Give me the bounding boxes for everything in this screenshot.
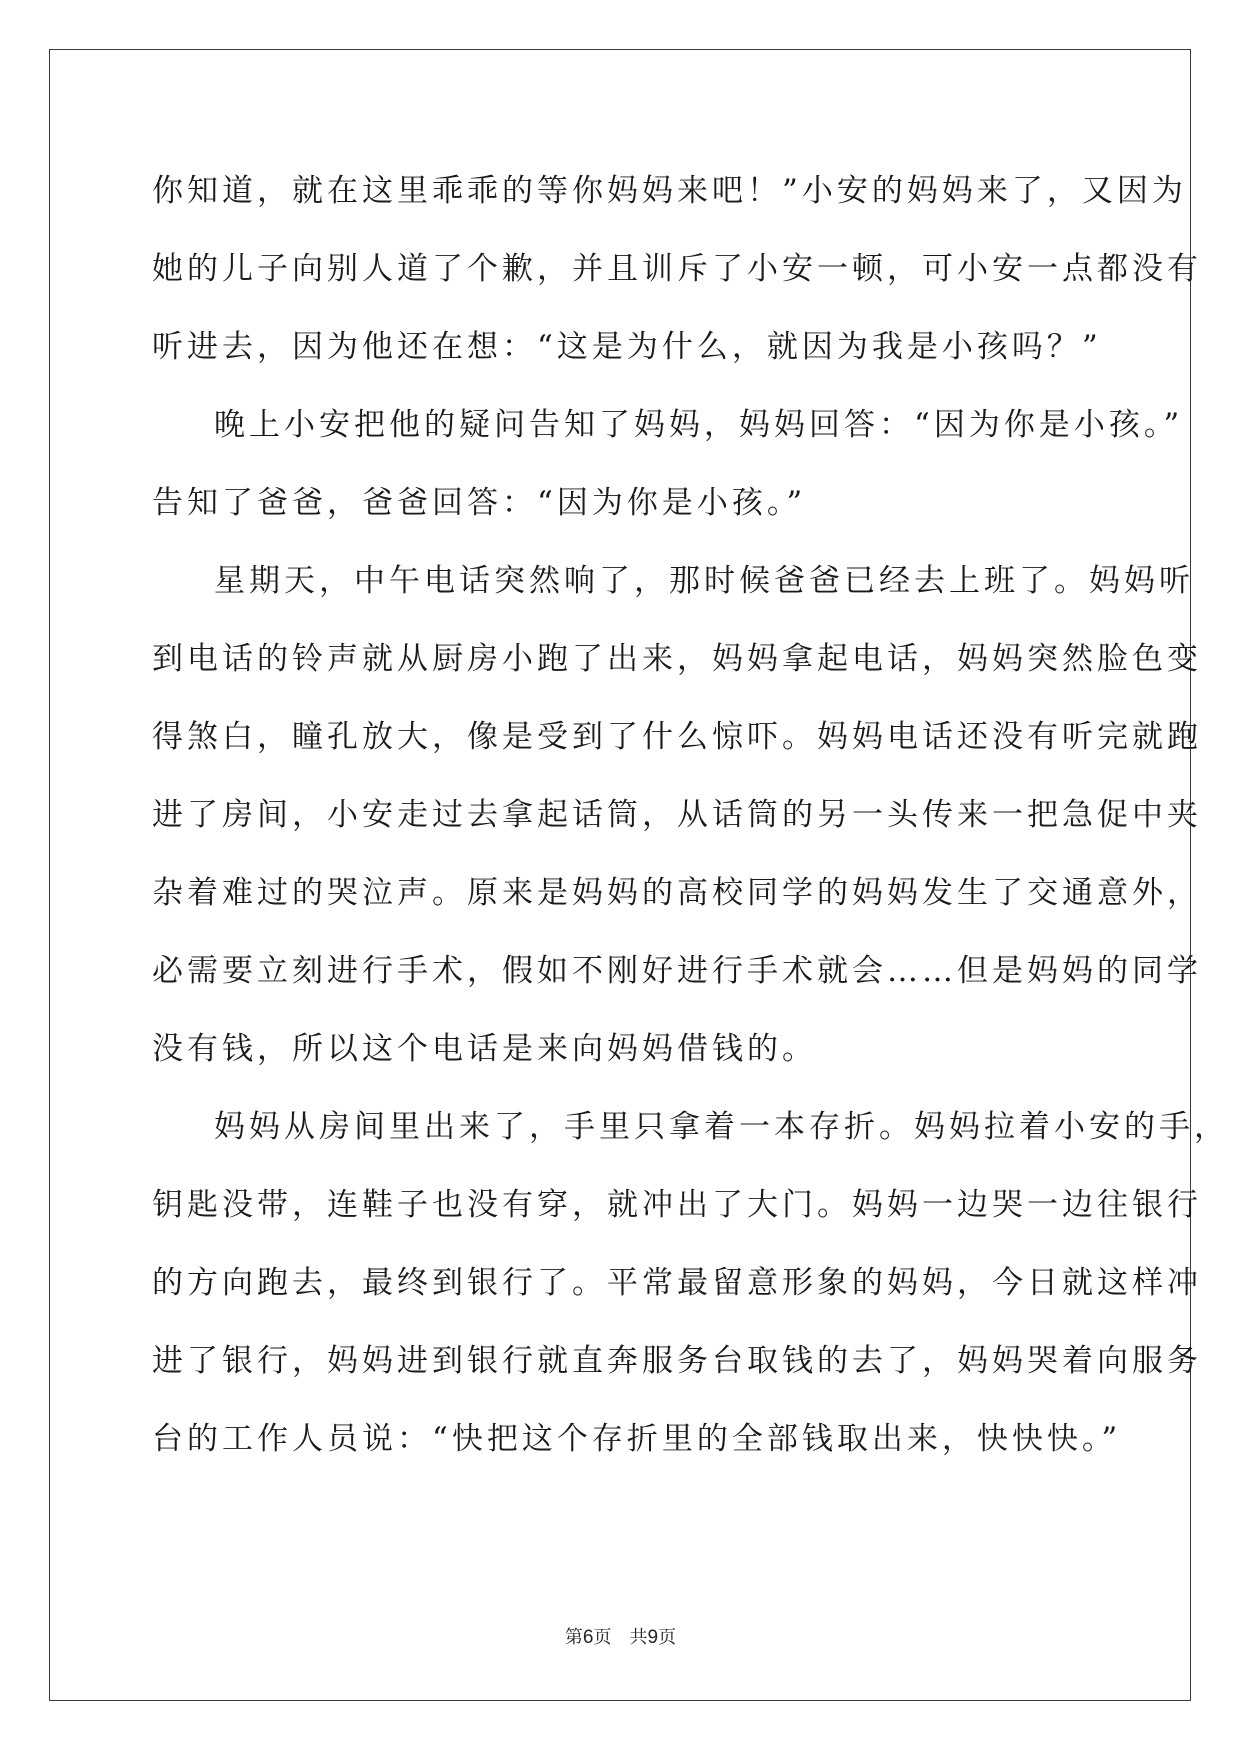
text-line: 星期天，中午电话突然响了，那时候爸爸已经去上班了。妈妈听 — [214, 563, 1194, 599]
text-line: 晚上小安把他的疑问告知了妈妈，妈妈回答：“因为你是小孩。” — [214, 407, 1184, 443]
text-line: 你知道，就在这里乖乖的等你妈妈来吧！”小安的妈妈来了，又因为 — [152, 173, 1187, 209]
text-line: 杂着难过的哭泣声。原来是妈妈的高校同学的妈妈发生了交通意外， — [152, 875, 1202, 911]
paragraph — [152, 152, 1202, 386]
text-line: 必需要立刻进行手术，假如不刚好进行手术就会……但是妈妈的同学 — [152, 953, 1202, 989]
text-line: 妈妈从房间里出来了，手里只拿着一本存折。妈妈拉着小安的手， — [214, 1109, 1229, 1145]
text-line: 到电话的铃声就从厨房小跑了出来，妈妈拿起电话，妈妈突然脸色变 — [152, 641, 1202, 677]
text-line: 钥匙没带，连鞋子也没有穿，就冲出了大门。妈妈一边哭一边往银行 — [152, 1187, 1202, 1223]
text-line: 听进去，因为他还在想：“这是为什么，就因为我是小孩吗？” — [152, 329, 1102, 365]
page-footer — [0, 1623, 1241, 1649]
text-line: 进了银行，妈妈进到银行就直奔服务台取钱的去了，妈妈哭着向服务 — [152, 1343, 1202, 1379]
text-line: 台的工作人员说：“快把这个存折里的全部钱取出来，快快快。” — [152, 1421, 1122, 1457]
text-line: 告知了爸爸，爸爸回答：“因为你是小孩。” — [152, 485, 807, 521]
footer-prefix: 第 — [564, 1627, 583, 1648]
text-line: 进了房间，小安走过去拿起话筒，从话筒的另一头传来一把急促中夹 — [152, 797, 1202, 833]
text-line: 她的儿子向别人道了个歉，并且训斥了小安一顿，可小安一点都没有 — [152, 251, 1202, 287]
footer-middle: 页 共 — [593, 1627, 648, 1648]
current-page-number: 6 — [582, 1627, 594, 1648]
text-line: 的方向跑去，最终到银行了。平常最留意形象的妈妈，今日就这样冲 — [152, 1265, 1202, 1301]
footer-suffix: 页 — [658, 1627, 677, 1648]
document-body — [152, 152, 1229, 1478]
paragraph — [152, 1088, 1229, 1478]
total-page-number: 9 — [647, 1627, 659, 1648]
text-line: 得煞白，瞳孔放大，像是受到了什么惊吓。妈妈电话还没有听完就跑 — [152, 719, 1202, 755]
text-line: 没有钱，所以这个电话是来向妈妈借钱的。 — [152, 1031, 817, 1067]
paragraph — [152, 542, 1202, 1088]
paragraph — [152, 386, 1184, 542]
